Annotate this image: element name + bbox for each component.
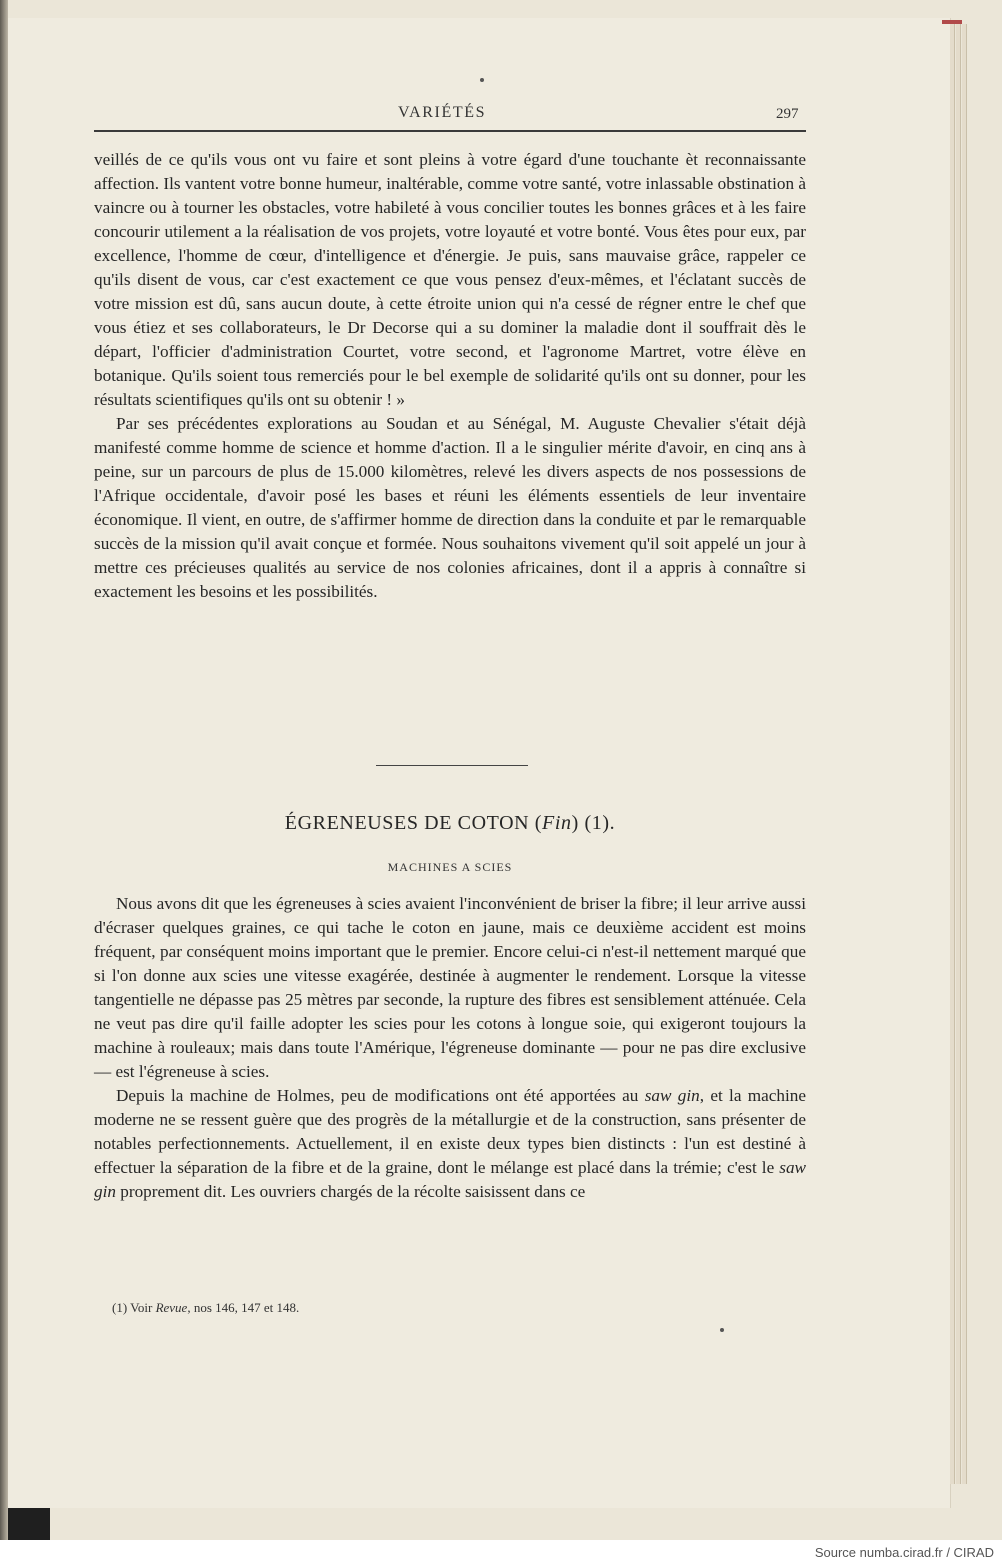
header-rule [94,130,806,132]
section-subtitle: MACHINES A SCIES [387,860,513,874]
binding-edge [0,0,8,1540]
footnote [112,1300,299,1316]
section-title-suffix: Fin [542,812,572,834]
section-divider [376,765,528,766]
footnote-journal: Revue [155,1300,188,1315]
section-paragraph-1: Nous avons dit que les égreneuses à scies avaient l'inconvénient de briser la fibre; il leur arrive aussi d'écraser quelques graines, ce qui tache le coton en jaune, mais ce deuxième accident est moins fréquent, par conséquent moins important que le premier. Encore celui-ci n'est-il nettement marqué que si l'on donne aux scies une vitesse exagérée, destinée à augmenter le rendement. Lorsque la vitesse tangentielle ne dépasse pas 25 mètres par seconde, la rupture des fibres est sensiblement atténuée. Cela ne veut pas dire qu'il faille adopter les scies pour les cotons à longue soie, qui exigeront toujours la machine à rouleaux; mais dans toute l'Amérique, l'égreneuse dominante — pour ne pas dire exclusive — est l'égreneuse à scies. [94,894,806,1081]
section-title-text: ÉGRENEUSES DE COTON [284,812,530,834]
page-edge-3 [962,24,967,1484]
page-edge-2 [956,24,961,1484]
article-continuation [94,148,806,604]
print-dot-bottom [720,1328,724,1332]
footnote-prefix: (1) Voir [112,1300,153,1315]
source-credit: Source numba.cirad.fr / CIRAD [814,1545,994,1560]
running-head: VARIÉTÉS [398,104,487,121]
article-paragraph-2: Par ses précédentes explorations au Soudan et au Sénégal, M. Auguste Chevalier s'était déjà manifesté comme homme de science et homme d'action. Il a le singulier mérite d'avoir, en cinq ans à peine, sur un parcours de plus de 15.000 kilomètres, relevé les divers aspects de nos possessions de l'Afrique occidentale, d'avoir posé les bases et réuni les éléments essentiels de leur inventaire économique. Il vient, en outre, de s'affirmer homme de direction dans la conduite et par le remarquable succès de la mission qu'il avait conçue et formée. Nous souhaitons vivement qu'il soit appelé un jour à mettre ces précieuses qualités au service de nos colonies africaines, dont il a appris à connaître si exactement les besoins et les possibilités. [94,414,806,601]
footnote-rest: , nos 146, 147 et 148. [187,1300,300,1315]
page-number: 297 [776,106,799,122]
p2-saw-gin-1: saw gin [644,1086,700,1105]
footnote-reference: (1). [584,812,616,834]
print-dot [480,78,484,82]
p2-part-a: Depuis la machine de Holmes, peu de modifications ont été apportées au [116,1086,639,1105]
p2-part-b: , et la machine moderne ne se ressent guère que des progrès de la métallurgie et de la construction, sans présenter de notables perfectionnements. Actuellement, il en existe deux types bien distincts : l'un est destiné à effectuer la séparation de la fibre et de la graine, dont le mélange est placé dans la trémie; c'est le [94,1086,806,1177]
binding-corner [8,1508,50,1540]
page-edge-1 [950,24,955,1484]
red-cover-edge [942,20,962,24]
section-body [94,892,806,1204]
section-title: ÉGRENEUSES DE COTON (Fin) (1). [284,812,616,834]
section-paragraph-2 [94,1084,806,1204]
article-paragraph-1: veillés de ce qu'ils vous ont vu faire et sont pleins à votre égard d'une touchante èt reconnaissante affection. Ils vantent votre bonne humeur, inaltérable, comme votre santé, votre inlassable obstination à vaincre ou à tourner les obstacles, votre habileté à vous concilier toutes les bonnes grâces et à les faire concourir utilement a la réalisation de vos projets, votre loyauté et votre bonté. Vous êtes pour eux, par excellence, l'homme de cœur, d'intelligence et d'énergie. Je puis, sans mauvaise grâce, rappeler ce qu'ils disent de vous, car c'est exactement ce que vous pensez d'eux-mêmes, et l'éclatant succès de votre mission est dû, sans aucun doute, à cette étroite union qui n'a cessé de régner entre le chef que vous étiez et ses collaborateurs, le Dr Decorse qui a su dominer la maladie dont il souffrait dès le départ, l'officier d'administration Courtet, votre second, et l'agronome Martret, votre élève en botanique. Qu'ils soient tous remerciés pour le bel exemple de solidarité qu'ils ont su donner, pour les résultats scientifiques qu'ils ont su obtenir ! » [94,150,806,409]
p2-part-c: proprement dit. Les ouvriers chargés de la récolte saisissent dans ce [120,1182,586,1201]
p2-saw-gin-2: saw gin [94,1158,807,1201]
